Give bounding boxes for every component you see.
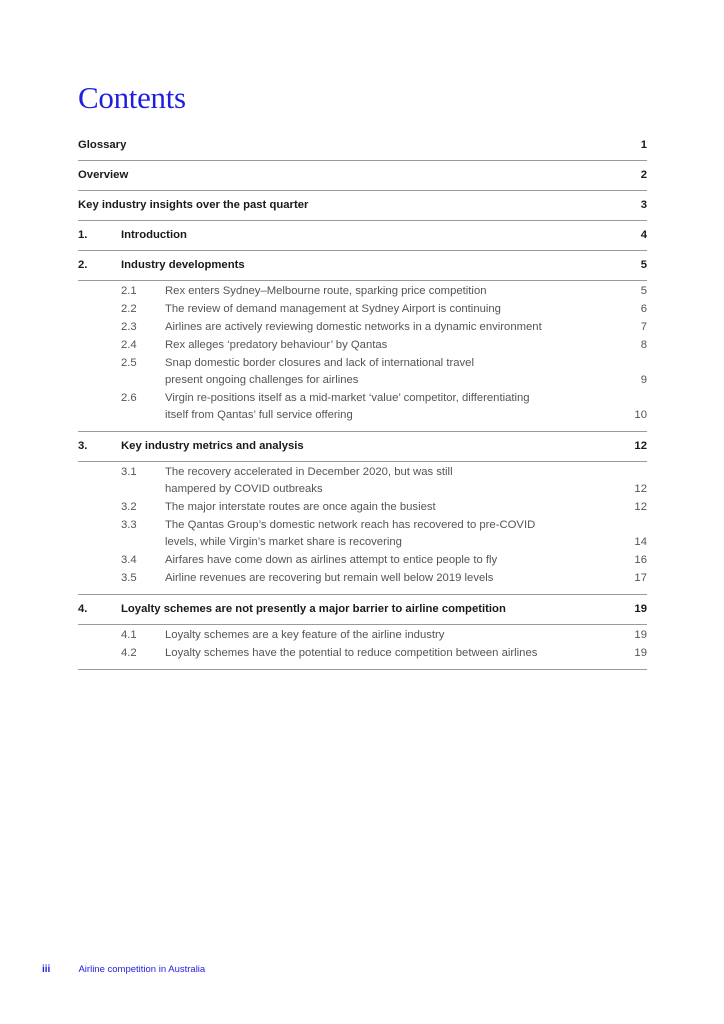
toc-entry[interactable] xyxy=(78,163,647,188)
toc-subentry-page: 12 xyxy=(634,501,647,513)
toc-subentry-label xyxy=(165,645,647,662)
toc-divider xyxy=(78,624,647,625)
footer-document-title: Airline competition in Australia xyxy=(78,964,206,975)
toc-subentry-line: Rex enters Sydney–Melbourne route, sparking price competition xyxy=(165,285,487,297)
toc-subentry[interactable] xyxy=(78,464,647,499)
toc-subentry-label xyxy=(165,627,647,644)
toc-subentry-number: 3.2 xyxy=(121,501,137,513)
toc-subentry-number: 2.1 xyxy=(121,285,137,297)
toc-subentry-line: Rex alleges ‘predatory behaviour’ by Qantas xyxy=(165,339,388,351)
toc-subentry-page: 16 xyxy=(634,554,647,566)
toc-entry[interactable] xyxy=(78,253,647,278)
toc-entry[interactable] xyxy=(78,434,647,459)
toc-subentry-number: 4.2 xyxy=(121,647,137,659)
toc-subentry-line: Airline revenues are recovering but remain well below 2019 levels xyxy=(165,572,494,584)
toc-subentry-label xyxy=(165,337,647,354)
toc-subentry-line: The review of demand management at Sydney Airport is continuing xyxy=(165,303,501,315)
toc-divider xyxy=(78,669,647,670)
toc-entry-label: Overview xyxy=(78,169,129,181)
toc-subentry-line: Airfares have come down as airlines attempt to entice people to fly xyxy=(165,554,498,566)
toc-subentry-line: Loyalty schemes have the potential to reduce competition between airlines xyxy=(165,647,538,659)
toc-subentry-number: 2.3 xyxy=(121,321,137,333)
toc-subentry-number: 3.3 xyxy=(121,519,137,531)
toc-subentry-page: 17 xyxy=(634,572,647,584)
toc-subentry-number: 2.6 xyxy=(121,392,137,404)
toc-divider xyxy=(78,594,647,595)
toc-entry[interactable] xyxy=(78,223,647,248)
toc-subentry-number: 4.1 xyxy=(121,629,137,641)
toc-subentry-line: present ongoing challenges for airlines xyxy=(165,374,359,386)
toc-entry-page: 5 xyxy=(640,259,647,271)
toc-entry[interactable] xyxy=(78,193,647,218)
toc-subentry[interactable] xyxy=(78,627,647,645)
toc-subentry[interactable] xyxy=(78,499,647,517)
toc-divider xyxy=(78,220,647,221)
toc-entry[interactable] xyxy=(78,597,647,622)
toc-subentry-label xyxy=(165,517,647,551)
toc-subentry-label xyxy=(165,570,647,587)
table-of-contents xyxy=(78,133,647,672)
toc-subentry-number: 2.4 xyxy=(121,339,137,351)
toc-divider xyxy=(78,160,647,161)
toc-subentry-page: 6 xyxy=(640,303,647,315)
toc-divider xyxy=(78,461,647,462)
toc-subentry-line: hampered by COVID outbreaks xyxy=(165,483,323,495)
toc-subentry[interactable] xyxy=(78,337,647,355)
toc-subentry[interactable] xyxy=(78,283,647,301)
toc-divider xyxy=(78,431,647,432)
toc-entry-label: Key industry metrics and analysis xyxy=(121,440,304,452)
toc-subentry-line: The recovery accelerated in December 2020, but was still xyxy=(165,466,453,478)
toc-subentry-line: Snap domestic border closures and lack of international travel xyxy=(165,357,474,369)
toc-subentry-page: 7 xyxy=(640,321,647,333)
toc-subentry[interactable] xyxy=(78,301,647,319)
toc-entry-page: 19 xyxy=(634,603,647,615)
toc-subentry-line: Virgin re-positions itself as a mid-market ‘value’ competitor, differentiating xyxy=(165,392,530,404)
footer-page-number: iii xyxy=(42,964,51,975)
toc-subentry-label xyxy=(165,499,647,516)
toc-subentry-number: 2.5 xyxy=(121,357,137,369)
toc-subentry[interactable] xyxy=(78,645,647,663)
toc-subentry-label xyxy=(165,355,647,389)
toc-entry-page: 3 xyxy=(640,199,647,211)
toc-subentry-line: itself from Qantas’ full service offering xyxy=(165,409,353,421)
toc-divider xyxy=(78,250,647,251)
toc-entry-page: 12 xyxy=(634,440,647,452)
toc-subentry-line: levels, while Virgin’s market share is recovering xyxy=(165,536,402,548)
page-footer xyxy=(42,964,205,975)
toc-section-spacer xyxy=(78,425,647,429)
toc-subentry-label xyxy=(165,283,647,300)
toc-divider xyxy=(78,280,647,281)
toc-subentry[interactable] xyxy=(78,319,647,337)
toc-entry-label: Key industry insights over the past quarter xyxy=(78,199,309,211)
toc-entry-number: 4. xyxy=(78,603,88,615)
toc-subentry-label xyxy=(165,464,647,498)
toc-entry-label: Glossary xyxy=(78,139,127,151)
toc-subentry-label xyxy=(165,552,647,569)
toc-entry[interactable] xyxy=(78,133,647,158)
toc-subentry-label xyxy=(165,301,647,318)
toc-subentry-page: 5 xyxy=(640,285,647,297)
toc-subentry-page: 8 xyxy=(640,339,647,351)
toc-subentry-label xyxy=(165,390,647,424)
toc-subentry[interactable] xyxy=(78,355,647,390)
toc-entry-page: 2 xyxy=(640,169,647,181)
toc-subentry-line: The Qantas Group’s domestic network reach has recovered to pre-COVID xyxy=(165,519,536,531)
toc-subentry-number: 3.1 xyxy=(121,466,137,478)
toc-subentry-number: 3.5 xyxy=(121,572,137,584)
toc-subentry-page: 19 xyxy=(634,629,647,641)
toc-subentry-page: 19 xyxy=(634,647,647,659)
toc-subentry[interactable] xyxy=(78,517,647,552)
toc-subentry[interactable] xyxy=(78,570,647,588)
toc-divider xyxy=(78,190,647,191)
toc-subentry-label xyxy=(165,319,647,336)
toc-subentry-line: Loyalty schemes are a key feature of the airline industry xyxy=(165,629,445,641)
toc-entry-number: 2. xyxy=(78,259,88,271)
toc-subentry[interactable] xyxy=(78,390,647,425)
toc-subentry-page: 14 xyxy=(634,536,647,548)
toc-section-spacer xyxy=(78,663,647,667)
toc-subentry-number: 2.2 xyxy=(121,303,137,315)
toc-entry-page: 1 xyxy=(640,139,647,151)
page-title: Contents xyxy=(78,80,186,115)
toc-entry-number: 1. xyxy=(78,229,88,241)
toc-subentry[interactable] xyxy=(78,552,647,570)
toc-subentry-page: 9 xyxy=(640,374,647,386)
toc-entry-label: Industry developments xyxy=(121,259,245,271)
toc-entry-label: Introduction xyxy=(121,229,187,241)
toc-subentry-line: Airlines are actively reviewing domestic networks in a dynamic environment xyxy=(165,321,542,333)
toc-subentry-page: 12 xyxy=(634,483,647,495)
toc-subentry-line: The major interstate routes are once again the busiest xyxy=(165,501,436,513)
toc-entry-page: 4 xyxy=(640,229,647,241)
toc-entry-number: 3. xyxy=(78,440,88,452)
toc-subentry-number: 3.4 xyxy=(121,554,137,566)
toc-subentry-page: 10 xyxy=(634,409,647,421)
toc-entry-label: Loyalty schemes are not presently a major barrier to airline competition xyxy=(121,603,506,615)
toc-section-spacer xyxy=(78,588,647,592)
